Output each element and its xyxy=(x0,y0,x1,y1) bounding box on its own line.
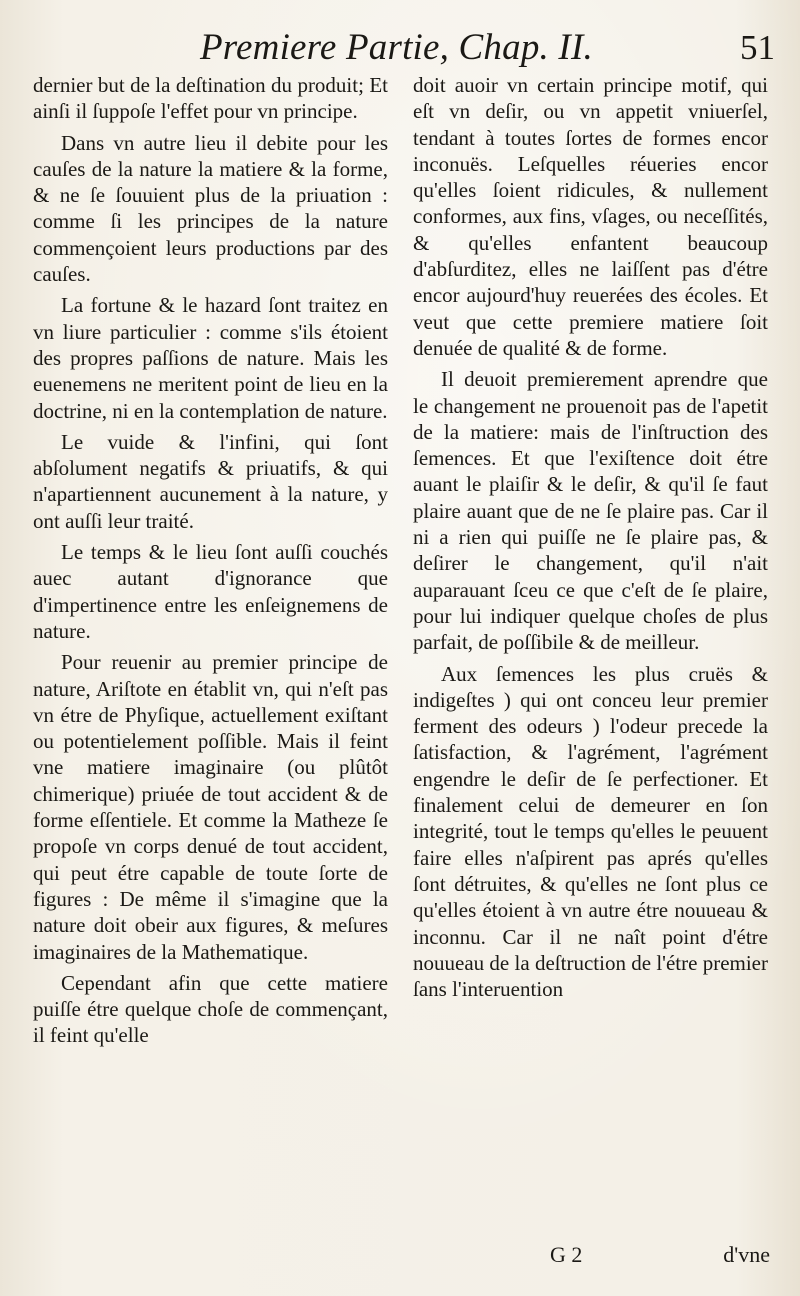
catchword: d'vne xyxy=(723,1242,770,1267)
paragraph: doit auoir vn certain principe motif, qui eſt vn deſir, ou vn appetit vniuerſel, tendant à toutes ſortes de formes encor inconuës. Leſquelles réueries encor qu'elles ſoient ridicules, & nullement conformes, aux fins, vſages, ou neceſſités, & qu'elles enfantent beaucoup d'abſurditez, elles ne laiſſent pas d'étre encor aujourd'huy reuerées des écoles. Et veut que cette premiere matiere ſoit denuée de qualité & de forme. xyxy=(413,73,768,360)
paragraph: Dans vn autre lieu il debite pour les cauſes de la nature la matiere & la forme, & ne ſe ſouuient plus de la priuation : comme ſi les principes de la nature commençoient leurs productions par des cauſes. xyxy=(33,130,388,287)
paragraph: Le temps & le lieu ſont auſſi couchés auec autant d'ignorance que d'impertinence entre les enſeignemens de nature. xyxy=(33,540,388,643)
page-header xyxy=(200,26,775,76)
right-column xyxy=(413,72,768,1007)
paragraph: Il deuoit premierement aprendre que le changement ne prouenoit pas de l'apetit de la matiere: mais de l'inſtruction des ſemences. Et que l'exiſtence doit étre auant le plaiſir & le deſir, & qu'il ſe faut plaire auant que de ne ſe plaire pas. Car il ni a rien qui puiſſe ne ſe plaire pas, & deſirer le changement, qu'il n'ait auparauant ſceu ce que c'eſt de ſe plaire, pour lui indiquer quelque choſes de plus parfait, de poſſibile & de meilleur. xyxy=(413,367,768,655)
paragraph: La fortune & le hazard ſont traitez en vn liure particulier : comme s'ils étoient des propres paſſions de nature. Mais les euenemens ne meritent point de lieu en la doctrine, ni en la contemplation de nature. xyxy=(33,293,388,423)
signature-mark: G 2 xyxy=(550,1242,583,1267)
left-column xyxy=(33,72,388,1054)
paragraph: Aux ſemences les plus cruës & indigeſtes ) qui ont conceu leur premier ferment des odeurs ) l'odeur precede la ſatisfaction, & l'agrément, l'agrément engendre le deſir de ſe perfectioner. Et finalement celui de demeurer en ſon integrité, tout le temps qu'elles le peuuent faire elles n'aſpirent pas aprés qu'elles ſont détruites, & qu'elles ne ſont plus ce qu'elles étoient à vn autre étre nouueau & inconnu. Car il ne naît point d'étre nouueau de la deſtruction de l'étre premier ſans l'interuention xyxy=(413,661,768,1002)
paragraph: Pour reuenir au premier principe de nature, Ariſtote en établit vn, qui n'eſt pas vn étre de Phyſique, actuellement exiſtant ou potentielement poſſible. Mais il feint vne matiere imaginaire (ou plûtôt chimerique) priuée de tout accident & de forme eſſentiele. Et comme la Matheze ſe propoſe vn corps denué de tout accident, qui peut étre capable de toute ſorte de figures : De même il s'imagine que la nature doit obeir aux figures, & meſures imaginaires de la Mathematique. xyxy=(33,650,388,964)
paragraph: Cependant afin que cette matiere puiſſe étre quelque choſe de commençant, il feint qu'elle xyxy=(33,970,388,1048)
page-footer xyxy=(540,1242,770,1272)
page-number: 51 xyxy=(740,28,775,67)
paragraph: Le vuide & l'infini, qui ſont abſolument negatifs & priuatifs, & qui n'apartiennent aucunement à la nature, y ont auſſi leur traité. xyxy=(33,429,388,533)
paragraph: dernier but de la deſtination du produit; Et ainſi il ſuppoſe l'effet pour vn principe. xyxy=(33,73,388,124)
running-head: Premiere Partie, Chap. II. xyxy=(200,27,593,68)
